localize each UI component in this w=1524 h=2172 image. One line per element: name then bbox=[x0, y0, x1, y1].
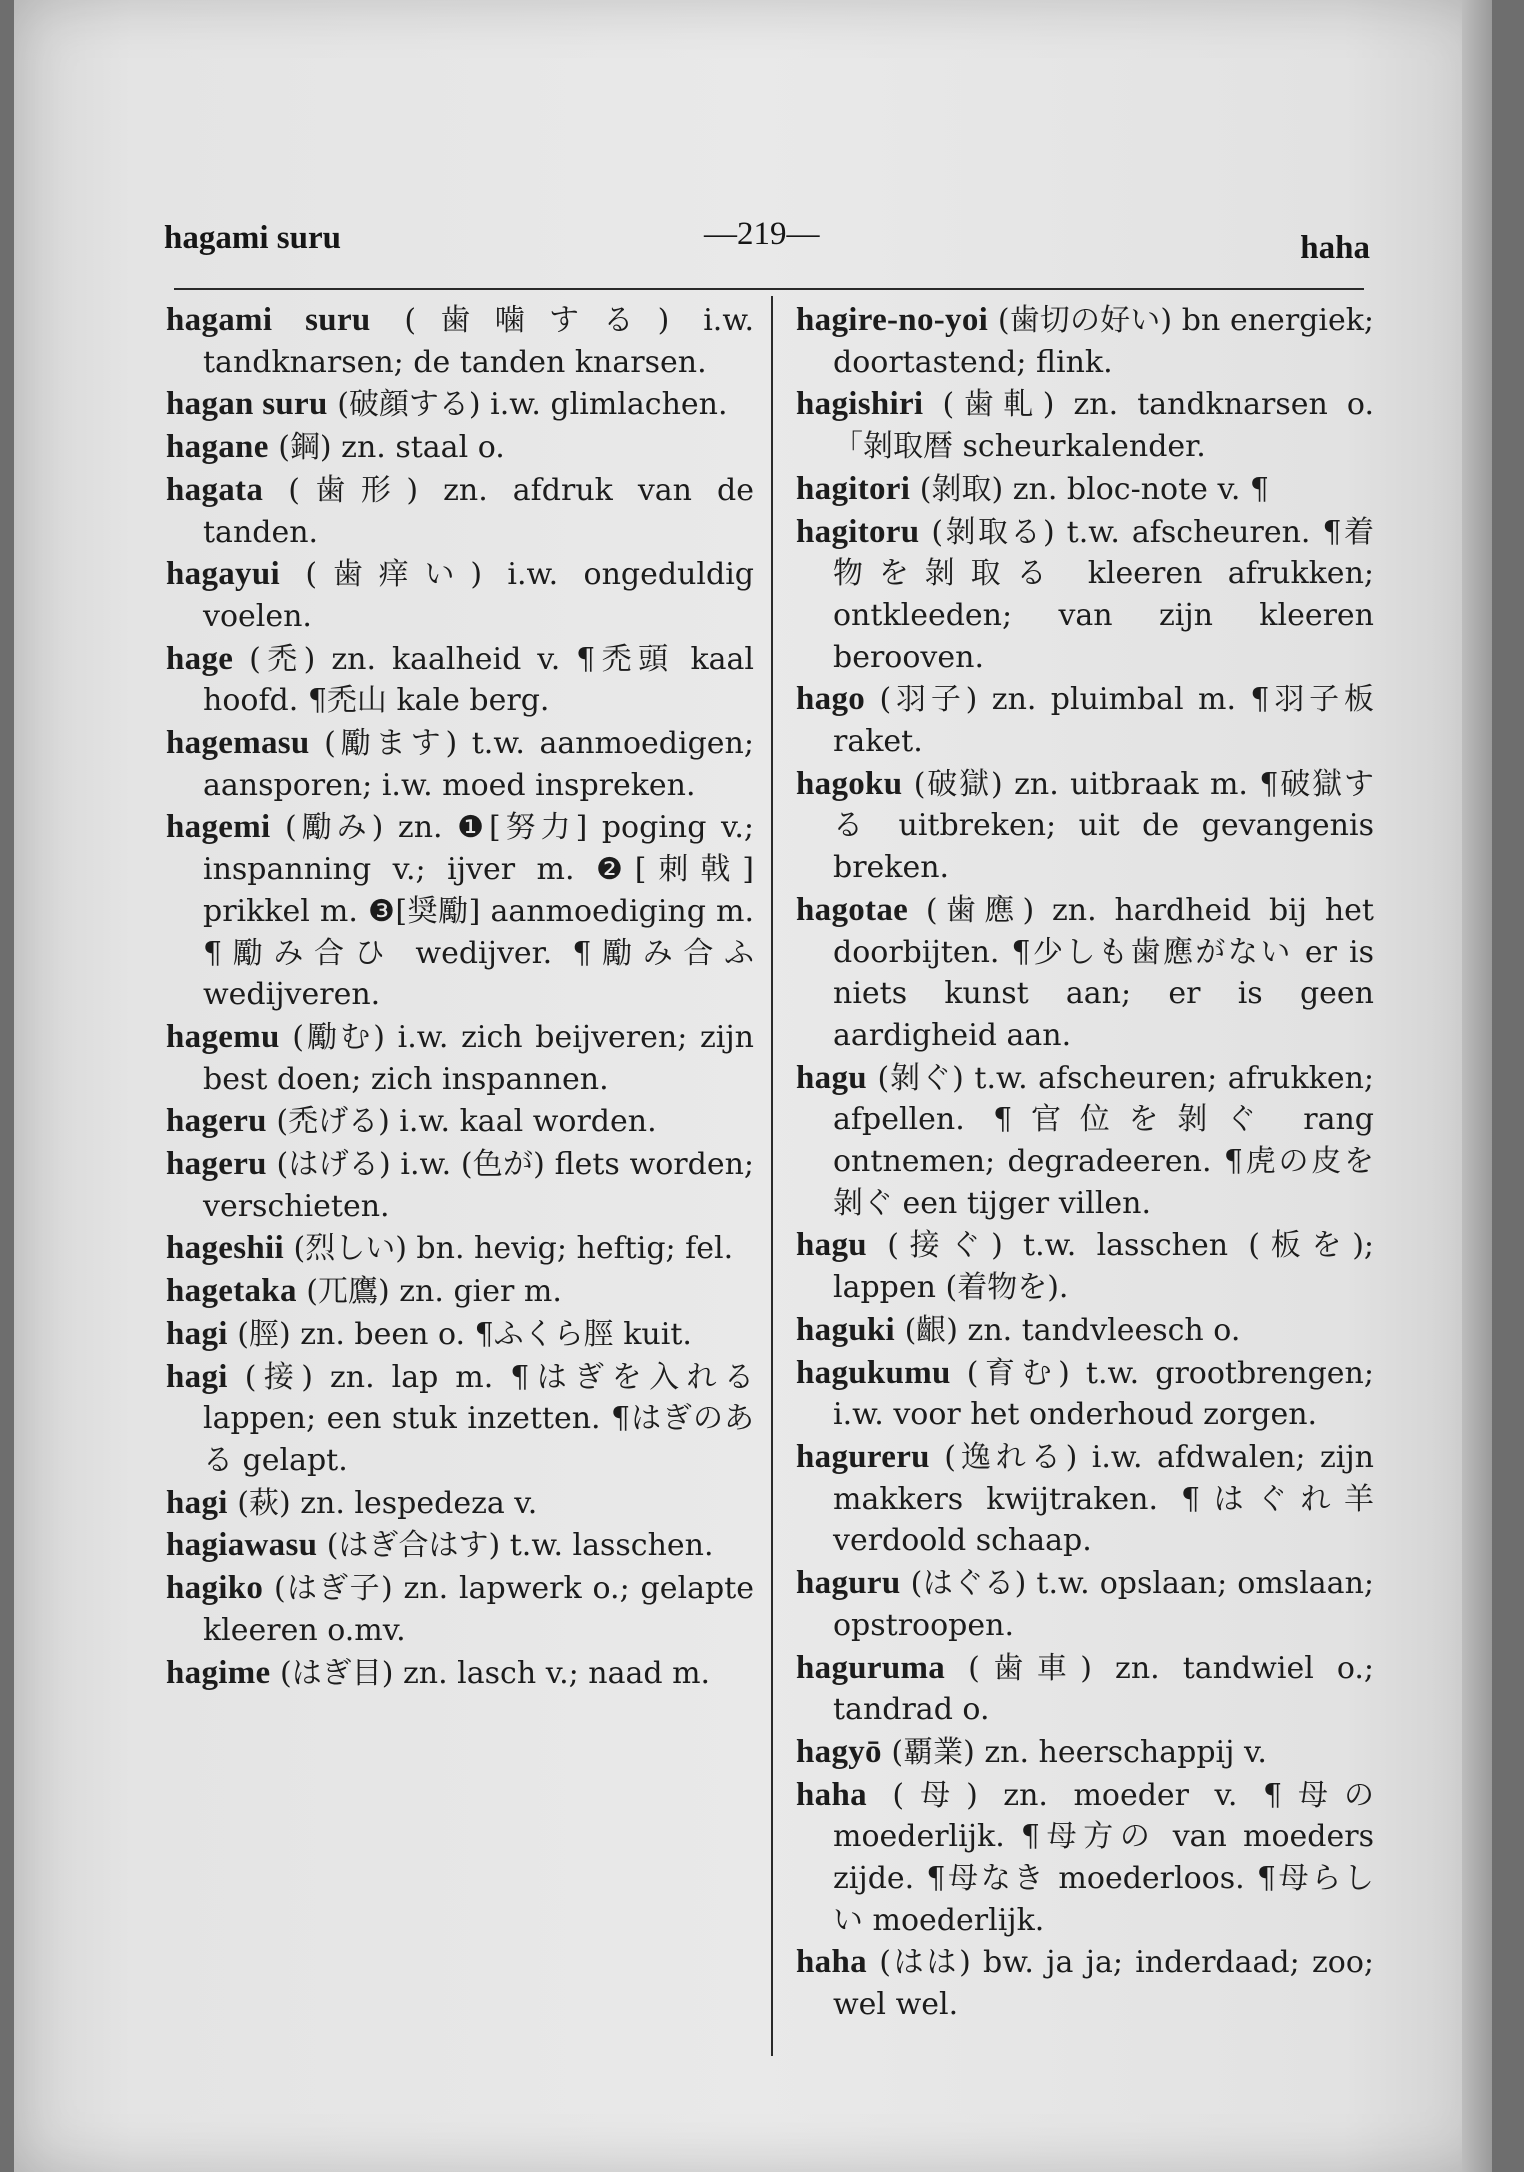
entry-headword: hagureru bbox=[796, 1438, 930, 1475]
dictionary-entry bbox=[796, 1775, 1374, 1942]
entry-definition: (剝取) zn. bloc-note v. ¶ bbox=[919, 471, 1269, 507]
entry-definition: (はぎ子) zn. lapwerk o.; gelapte kleeren o.mv. bbox=[203, 1571, 755, 1648]
entry-headword: hagayui bbox=[166, 556, 280, 593]
dictionary-entry bbox=[166, 1228, 754, 1270]
page-edge bbox=[1462, 0, 1492, 2172]
entry-definition: (脛) zn. been o. ¶ふくら脛 kuit. bbox=[237, 1316, 692, 1352]
entry-headword: hagiko bbox=[166, 1570, 264, 1607]
entry-definition: (育む) t.w. grootbrengen; i.w. voor het onderhoud zorgen. bbox=[833, 1355, 1374, 1433]
entry-definition: (羽子) zn. pluimbal m. ¶羽子板 raket. bbox=[833, 682, 1374, 760]
entry-definition: (剝ぐ) t.w. afscheuren; afrukken; afpellen. ¶官位を剝ぐ rang ontnemen; degradeeren. ¶虎の皮を剝ぐ een tijger villen. bbox=[833, 1060, 1375, 1221]
entry-definition: (禿げる) i.w. kaal worden. bbox=[276, 1104, 657, 1140]
entry-headword: hagitori bbox=[796, 470, 911, 507]
entry-headword: haha bbox=[796, 1776, 867, 1813]
entry-definition: (烈しい) bn. hevig; heftig; fel. bbox=[293, 1231, 734, 1267]
dictionary-entry bbox=[796, 764, 1374, 889]
entry-definition: (齦) zn. tandvleesch o. bbox=[904, 1312, 1241, 1348]
dictionary-entry bbox=[166, 1525, 754, 1567]
entry-definition: (歯噛する) i.w. tandknarsen; de tanden knarsen. bbox=[203, 303, 754, 380]
entry-headword: hagemi bbox=[166, 809, 271, 846]
dictionary-entry bbox=[166, 1144, 754, 1227]
entry-headword: haha bbox=[796, 1944, 867, 1981]
dictionary-entry bbox=[166, 1017, 754, 1100]
entry-headword: hago bbox=[796, 681, 866, 718]
entry-headword: hagi bbox=[166, 1358, 228, 1395]
entry-definition: (母) zn. moeder v. ¶母の moederlijk. ¶母方の van moeders zijde. ¶母なき moederloos. ¶母らしい moederlijk. bbox=[833, 1777, 1374, 1938]
entry-headword: hagata bbox=[166, 471, 264, 508]
entry-headword: hageru bbox=[166, 1146, 267, 1183]
dictionary-entry bbox=[796, 1310, 1374, 1352]
dictionary-entry bbox=[796, 512, 1374, 679]
entry-definition: (接ぐ) t.w. lasschen (板を); lappen (着物を). bbox=[833, 1228, 1375, 1306]
entry-headword: hagitoru bbox=[796, 513, 920, 550]
entry-headword: haguki bbox=[796, 1311, 896, 1348]
dictionary-entry bbox=[166, 384, 754, 426]
entry-definition: (兀鷹) zn. gier m. bbox=[306, 1274, 562, 1310]
entry-headword: hagishiri bbox=[796, 386, 924, 423]
dictionary-entry bbox=[796, 1353, 1374, 1436]
entry-definition: (歯痒い) i.w. ongeduldig voelen. bbox=[203, 557, 754, 634]
dictionary-entry bbox=[166, 470, 754, 553]
entry-definition: (歯軋) zn. tandknarsen o. 「剝取暦 scheurkalender. bbox=[833, 387, 1374, 465]
entry-definition: (破獄) zn. uitbraak m. ¶破獄する uitbreken; uit de gevangenis breken. bbox=[833, 766, 1374, 886]
entry-headword: hagu bbox=[796, 1059, 867, 1096]
dictionary-page bbox=[14, 0, 1492, 2172]
entry-headword: haguruma bbox=[796, 1649, 946, 1686]
entry-headword: hagetaka bbox=[166, 1273, 297, 1310]
entry-headword: haguru bbox=[796, 1565, 901, 1602]
dictionary-entry bbox=[166, 1314, 754, 1356]
entry-headword: hagu bbox=[796, 1227, 867, 1264]
entry-definition: (覇業) zn. heerschappij v. bbox=[891, 1734, 1267, 1770]
dictionary-entry bbox=[796, 1058, 1374, 1225]
dictionary-entry bbox=[166, 554, 754, 637]
dictionary-entry bbox=[796, 384, 1374, 467]
running-head-right: haha bbox=[1300, 230, 1370, 266]
dictionary-entry bbox=[166, 723, 754, 806]
entry-definition: (歯應) zn. hardheid bij het doorbijten. ¶少しも歯應がない er is niets kunst aan; er is geen aardigheid aan. bbox=[833, 892, 1374, 1053]
running-head-left: hagami suru bbox=[164, 220, 341, 256]
entry-definition: (禿) zn. kaalheid v. ¶禿頭 kaal hoofd. ¶禿山 kale berg. bbox=[203, 641, 754, 719]
dictionary-entry bbox=[166, 1653, 754, 1695]
entry-definition: (逸れる) i.w. afdwalen; zijn makkers kwijtraken. ¶はぐれ羊 verdoold schaap. bbox=[833, 1439, 1374, 1559]
dictionary-entry bbox=[166, 1101, 754, 1143]
entry-definition: (はぎ目) zn. lasch v.; naad m. bbox=[280, 1655, 711, 1691]
dictionary-entry bbox=[796, 1942, 1374, 2025]
dictionary-entry bbox=[166, 639, 754, 722]
dictionary-entry bbox=[796, 679, 1374, 762]
dictionary-entry bbox=[166, 807, 754, 1016]
entry-definition: (剝取る) t.w. afscheuren. ¶着物を剝取る kleeren afrukken; ontkleeden; van zijn kleeren berooven. bbox=[833, 514, 1374, 675]
entry-headword: hagukumu bbox=[796, 1354, 951, 1391]
entry-definition: (勵み) zn. ❶[努力] poging v.; inspanning v.; ijver m. ❷[刺戟] prikkel m. ❸[奨勵] aanmoediging m. ¶勵み合ひ wedijver. ¶勵み合ふ wedijveren. bbox=[203, 810, 754, 1013]
entry-headword: hagi bbox=[166, 1484, 228, 1521]
dictionary-entry bbox=[796, 1563, 1374, 1646]
dictionary-entry bbox=[796, 1732, 1374, 1774]
dictionary-entry bbox=[166, 1483, 754, 1525]
entry-definition: (はは) bw. ja ja; inderdaad; zoo; wel wel. bbox=[833, 1945, 1375, 2023]
dictionary-entry bbox=[796, 469, 1374, 511]
entry-definition: (萩) zn. lespedeza v. bbox=[237, 1485, 538, 1521]
dictionary-entry bbox=[796, 300, 1374, 383]
entry-definition: (鋼) zn. staal o. bbox=[278, 430, 505, 466]
entry-headword: hagami suru bbox=[166, 302, 371, 338]
entry-definition: (歯切の好い) bn energiek; doortastend; flink. bbox=[833, 303, 1374, 380]
dictionary-entry bbox=[166, 427, 754, 469]
entry-headword: hagire-no-yoi bbox=[796, 302, 989, 338]
right-column bbox=[796, 300, 1374, 2027]
entry-headword: hagan suru bbox=[166, 386, 328, 423]
entry-definition: (勵む) i.w. zich beijveren; zijn best doen; zich inspannen. bbox=[203, 1019, 754, 1097]
entry-definition: (歯形) zn. afdruk van de tanden. bbox=[203, 472, 754, 550]
entry-headword: hagemasu bbox=[166, 725, 310, 762]
entry-headword: hagi bbox=[166, 1315, 228, 1352]
entry-headword: hagemu bbox=[166, 1018, 280, 1055]
page-number: —219— bbox=[704, 216, 820, 252]
entry-headword: hagoku bbox=[796, 765, 903, 802]
entry-definition: (接) zn. lap m. ¶はぎを入れる lappen; een stuk inzetten. ¶はぎのある gelapt. bbox=[203, 1359, 754, 1478]
entry-headword: hagime bbox=[166, 1654, 271, 1691]
dictionary-entry bbox=[166, 1568, 754, 1651]
entry-definition: (破顔する) i.w. glimlachen. bbox=[337, 387, 728, 423]
entry-headword: hagyō bbox=[796, 1733, 882, 1770]
dictionary-entry bbox=[796, 1648, 1374, 1731]
column-divider bbox=[771, 296, 773, 2056]
dictionary-entry bbox=[166, 1271, 754, 1313]
entry-headword: hageru bbox=[166, 1103, 267, 1140]
header-rule bbox=[174, 288, 1364, 290]
dictionary-entry bbox=[796, 1225, 1374, 1308]
entry-definition: (はぐる) t.w. opslaan; omslaan; opstroopen. bbox=[833, 1566, 1374, 1643]
left-column bbox=[166, 300, 754, 1695]
entry-headword: hageshii bbox=[166, 1230, 284, 1267]
entry-headword: hagane bbox=[166, 429, 269, 466]
entry-headword: hagotae bbox=[796, 891, 909, 928]
running-head bbox=[164, 212, 1370, 268]
dictionary-entry bbox=[796, 1437, 1374, 1562]
entry-definition: (はげる) i.w. (色が) flets worden; verschieten. bbox=[203, 1147, 754, 1224]
dictionary-entry bbox=[166, 300, 754, 383]
entry-headword: hage bbox=[166, 640, 234, 677]
entry-definition: (勵ます) t.w. aanmoedigen; aansporen; i.w. moed inspreken. bbox=[203, 726, 754, 803]
dictionary-entry bbox=[796, 890, 1374, 1057]
entry-definition: (はぎ合はす) t.w. lasschen. bbox=[326, 1528, 714, 1564]
entry-definition: (歯車) zn. tandwiel o.; tandrad o. bbox=[833, 1650, 1374, 1728]
dictionary-entry bbox=[166, 1357, 754, 1482]
entry-headword: hagiawasu bbox=[166, 1527, 318, 1564]
